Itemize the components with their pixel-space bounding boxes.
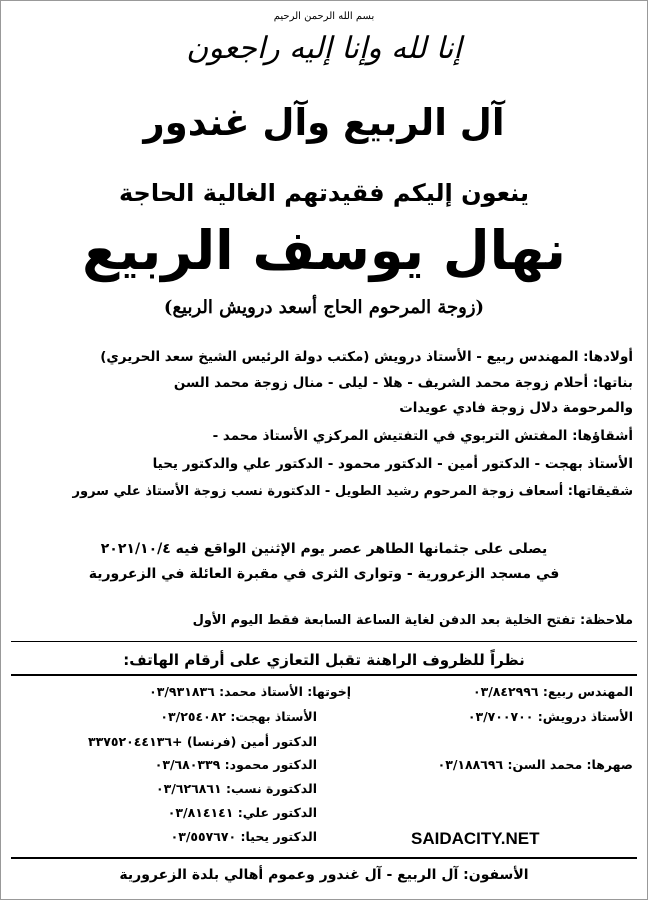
phone-left-row <box>171 829 317 844</box>
basmala: بسم الله الرحمن الرحيم <box>273 11 375 22</box>
phone-left-row <box>149 684 351 699</box>
divider-top <box>11 641 637 642</box>
phone-label: الدكتورة نسب: <box>226 781 317 796</box>
phone-label: الدكتور محمود: <box>224 757 317 772</box>
relatives-brothers: أشقاؤها: المفتش التربوي في التفتيش المركزي الأستاذ محمد - <box>212 428 633 444</box>
mourners-line: الأسفون: آل الربيع - آل غندور وعموم أهالي بلدة الزعرورية <box>119 867 529 883</box>
watermark-text: SAIDACITY.NET <box>411 829 540 848</box>
spouse-line: (زوجة المرحوم الحاج أسعد درويش الربيع) <box>163 297 485 318</box>
prayer-line-1: يصلى على جثمانها الطاهر عصر يوم الإثنين الواقع فيه ٢٠٢١/١٠/٤ <box>100 541 548 557</box>
deceased-name: نهال يوسف الربيع <box>82 219 566 282</box>
divider-phones <box>11 674 637 676</box>
families-heading: آل الربيع وآل غندور <box>143 101 505 144</box>
phone-label: المهندس ربيع: <box>542 684 633 699</box>
phone-label: الأستاذ درويش: <box>537 709 633 724</box>
relatives-brothers-cont: الأستاذ بهجت - الدكتور أمين - الدكتور محمود - الدكتور علي والدكتور يحيا <box>152 456 633 472</box>
phone-number: ٠٣/١٨٨٦٩٦ <box>437 757 504 772</box>
phone-label: الدكتور يحيا: <box>240 829 317 844</box>
phone-number: ٠٣/٧٠٠٧٠٠ <box>467 709 534 724</box>
phone-number: ٠٣/٦٢٦٨٦١ <box>156 781 222 796</box>
announcement-line: ينعون إليكم فقيدتهم الغالية الحاجة <box>118 179 529 207</box>
phone-left-row <box>156 781 317 796</box>
phone-number: ٠٣/٩٣١٨٣٦ <box>149 684 215 699</box>
prayer-line-2: في مسجد الزعرورية - وتوارى الثرى في مقبرة العائلة في الزعرورية <box>88 566 560 582</box>
phone-left-row <box>155 757 317 772</box>
relatives-sisters: شقيقاتها: أسعاف زوجة المرحوم رشيد الطويل - الدكتورة نسب زوجة الأستاذ علي سرور <box>72 484 633 499</box>
phone-label: الدكتور أمين (فرنسا) <box>186 734 317 749</box>
relatives-sons: أولادها: المهندس ربيع - الأستاذ درويش (مكتب دولة الرئيس الشيخ سعد الحريري) <box>100 349 633 365</box>
divider-bottom <box>11 857 637 859</box>
phone-right-row <box>473 684 633 699</box>
phone-number: ٠٣/٦٨٠٣٣٩ <box>154 757 221 772</box>
phone-left-row <box>88 734 317 749</box>
note-line: ملاحظة: تفتح الخلية بعد الدفن لغاية الساعة السابعة فقط اليوم الأول <box>192 613 633 628</box>
relatives-daughters-cont: والمرحومة دلال زوجة فادي عويدات <box>399 400 633 416</box>
relatives-daughters: بناتها: أحلام زوجة محمد الشريف - هلا - ليلى - منال زوجة محمد السن <box>173 375 633 391</box>
phone-label: إخوتها: الأستاذ محمد: <box>219 684 351 699</box>
phone-number: ٠٣/٨٤٢٩٩٦ <box>472 684 539 699</box>
quran-verse: إنا لله وإنا إليه راجعون <box>186 31 462 66</box>
phone-label: صهرها: محمد السن: <box>507 757 633 772</box>
phone-number: ٠٣/٥٥٧٦٧٠ <box>170 829 237 844</box>
phone-label: الأستاذ بهجت: <box>230 709 317 724</box>
phone-number: ٠٣/٨١٤١٤١ <box>167 805 234 820</box>
phone-number: +٣٣٧٥٢٠٤٤١٣٦ <box>88 734 183 749</box>
phones-title: نظراً للظروف الراهنة تقبل التعازي على أرقام الهاتف: <box>123 651 525 669</box>
phone-right-row <box>468 709 633 724</box>
phone-right-row <box>438 757 633 772</box>
phone-label: الدكتور علي: <box>237 805 317 820</box>
phone-left-row <box>168 805 317 820</box>
phone-number: ٠٣/٢٥٤٠٨٢ <box>160 709 226 724</box>
phone-left-row <box>160 709 317 724</box>
